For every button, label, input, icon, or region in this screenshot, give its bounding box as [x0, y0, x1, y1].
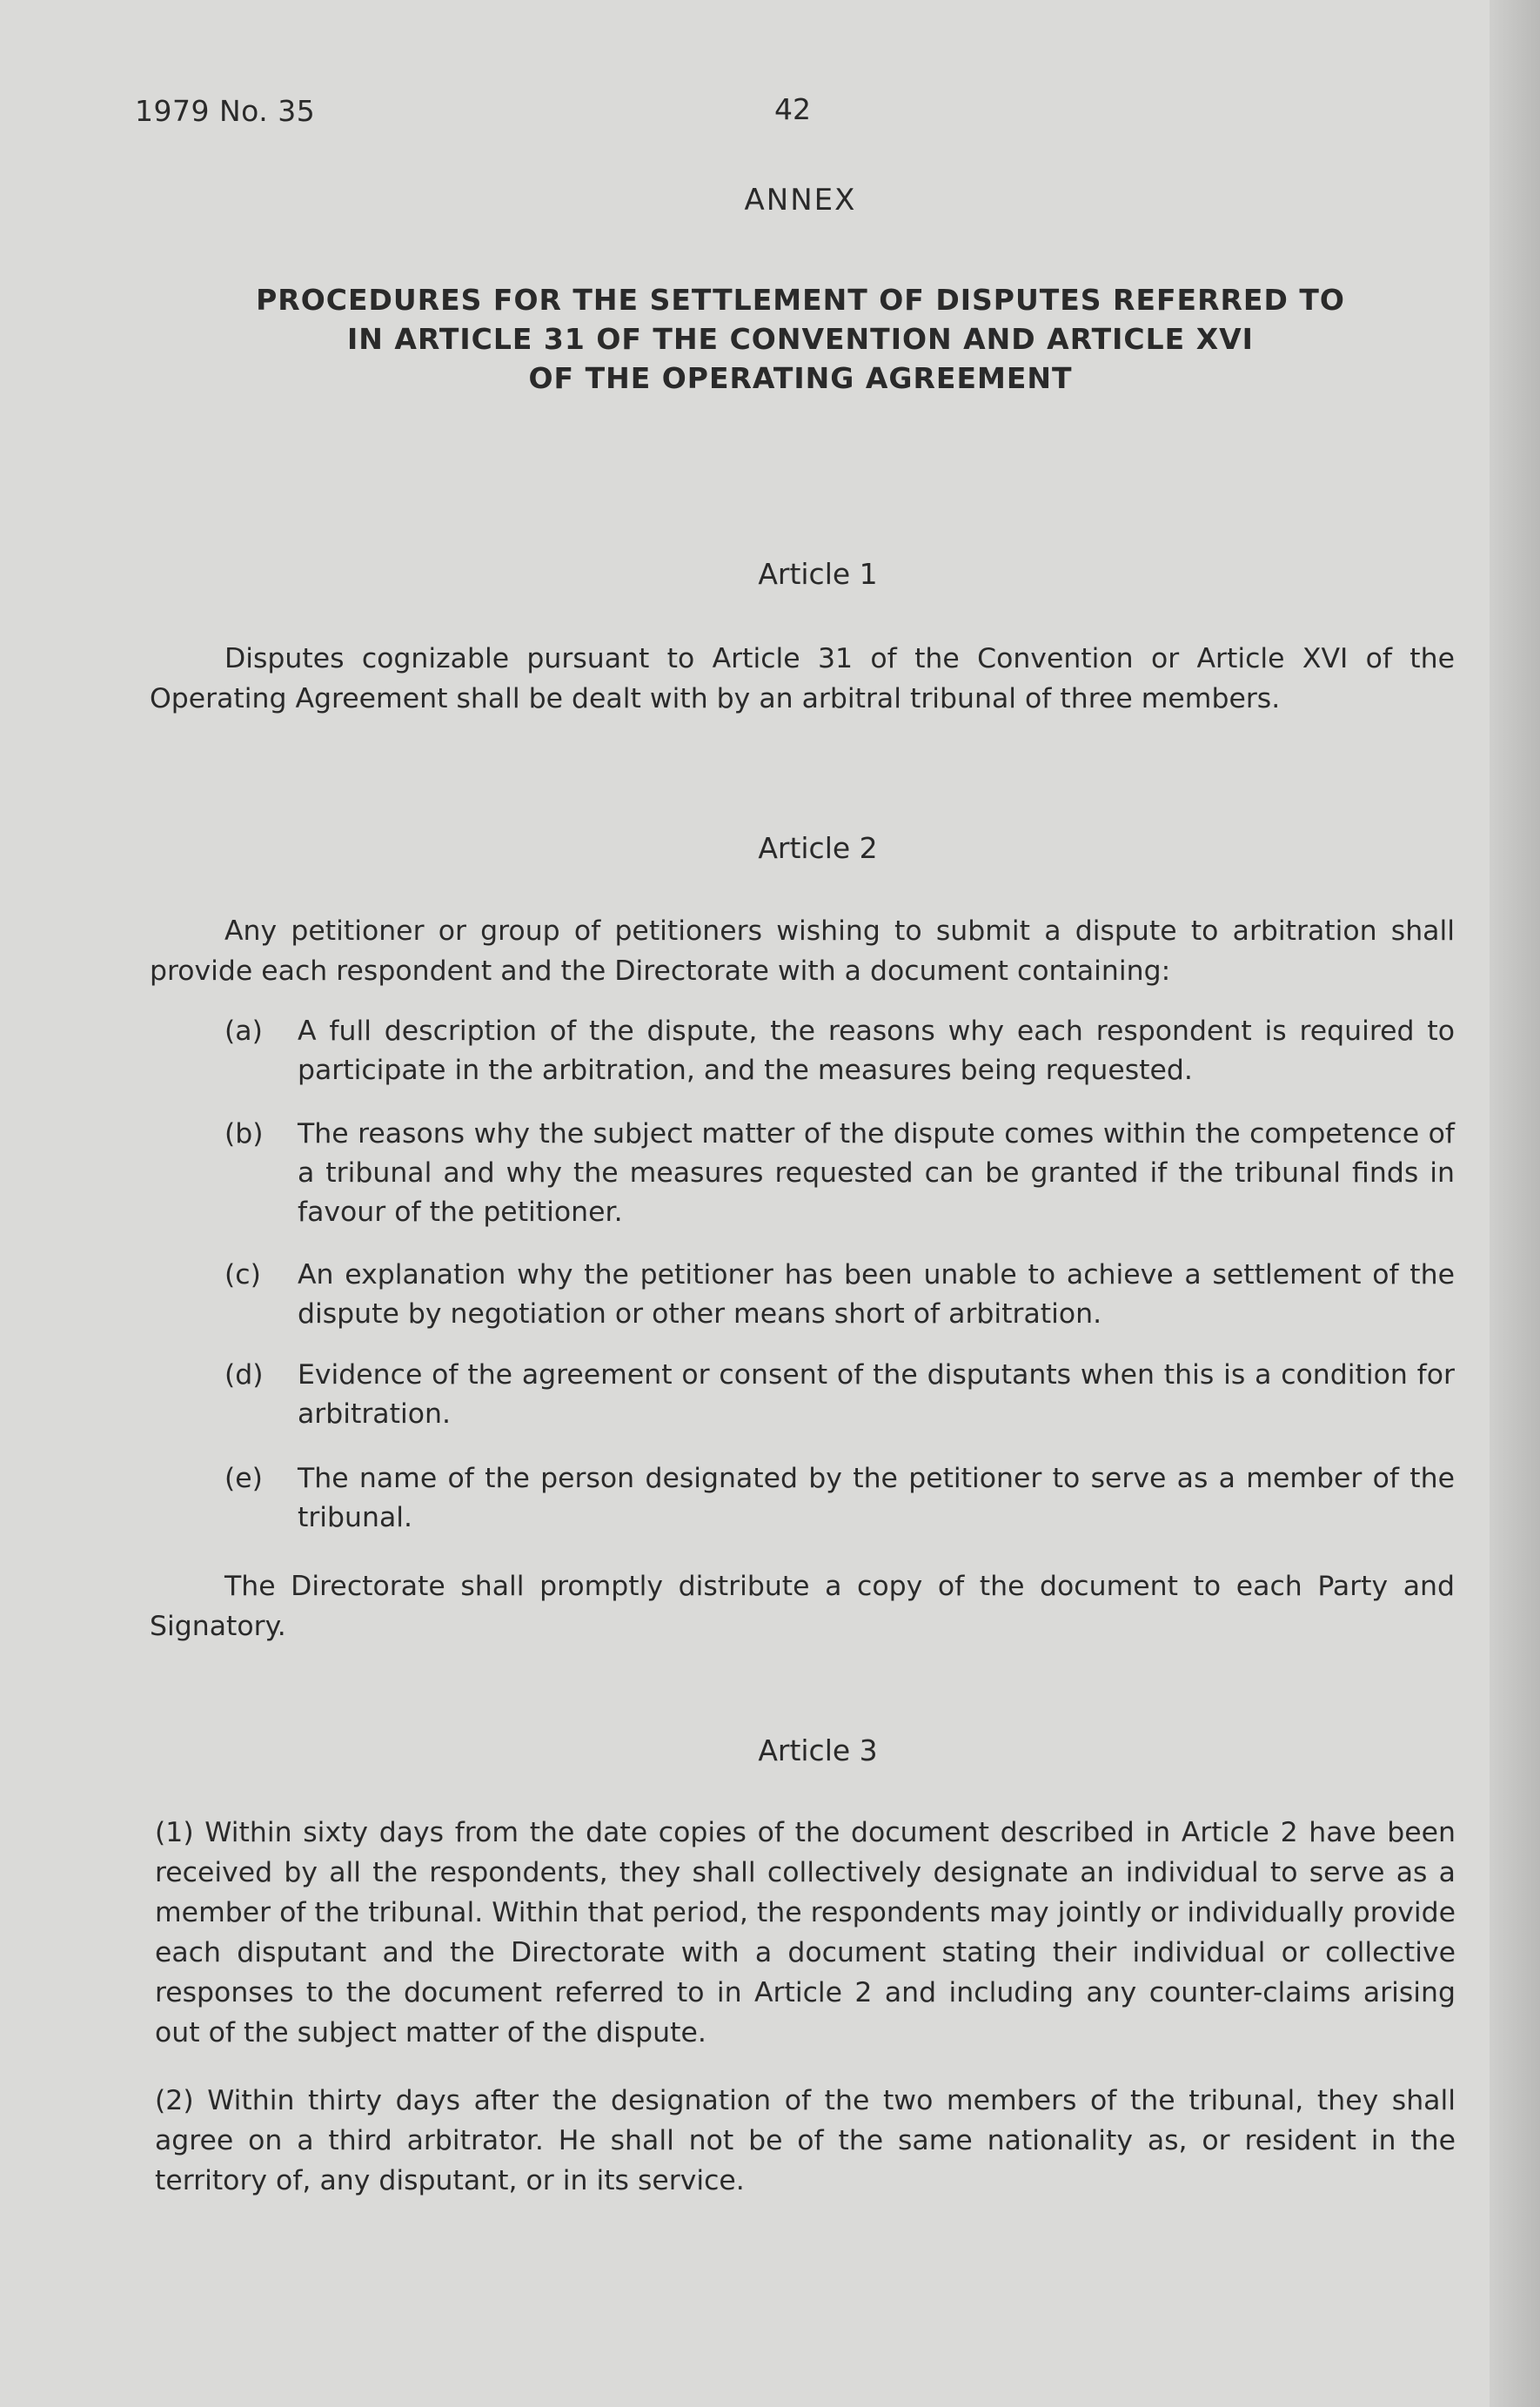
- list-item-text: An explanation why the petitioner has been unable to achieve a settlement of the dispute by negotiation or other means short of arbitration.: [298, 1259, 1455, 1330]
- title-line: OF THE OPERATING AGREEMENT: [528, 361, 1073, 395]
- annex-label: ANNEX: [744, 183, 857, 218]
- running-head: 1979 No. 35: [135, 94, 316, 128]
- list-item-text: Evidence of the agreement or consent of the disputants when this is a condition for arbitration.: [298, 1359, 1455, 1430]
- article-3-paragraph-1: (1) Within sixty days from the date copies of the document described in Article 2 have been received by all the respondents, they shall collectively designate an individual to serve as a member of the tribunal. Within that period, the respondents may jointly or individually provide each disputant and the Directorate with a document stating their individual or collective responses to the document referred to in Article 2 and including any counter-claims arising out of the subject matter of the dispute.: [155, 1817, 1456, 2048]
- list-item-text: A full description of the dispute, the reasons why each respondent is required to participate in the arbitration, and the measures being requested.: [298, 1016, 1455, 1086]
- list-item-text: The reasons why the subject matter of the dispute comes within the competence of a tribunal and why the measures requested can be granted if the tribunal finds in favour of the petitioner.: [298, 1118, 1455, 1228]
- paragraph: The Directorate shall promptly distribute a copy of the document to each Party and Signatory.: [150, 1571, 1455, 1642]
- list-item-text: The name of the person designated by the petitioner to serve as a member of the tribunal.: [298, 1463, 1455, 1533]
- article-3-heading: Article 3: [758, 1733, 878, 1767]
- article-1-heading: Article 1: [758, 557, 878, 591]
- article-1-text: [150, 639, 1455, 719]
- document-title: [0, 280, 1540, 398]
- article-2-closing: [150, 1566, 1455, 1646]
- list-item-label: (b): [224, 1118, 264, 1150]
- list-item-label: (d): [224, 1359, 264, 1391]
- list-item-label: (c): [224, 1259, 261, 1291]
- paragraph: Any petitioner or group of petitioners wishing to submit a dispute to arbitration shall provide each respondent and the Directorate with a document containing:: [150, 915, 1455, 987]
- page-number: 42: [774, 92, 811, 126]
- list-item-label: (a): [224, 1016, 263, 1047]
- title-line: IN ARTICLE 31 OF THE CONVENTION AND ARTICLE XVI: [347, 322, 1254, 356]
- article-2-heading: Article 2: [758, 831, 878, 865]
- paragraph: Disputes cognizable pursuant to Article 31 of the Convention or Article XVI of the Operating Agreement shall be dealt with by an arbitral tribunal of three members.: [150, 643, 1455, 714]
- title-line: PROCEDURES FOR THE SETTLEMENT OF DISPUTES REFERRED TO: [256, 283, 1345, 317]
- article-3-paragraph-2: (2) Within thirty days after the designation of the two members of the tribunal, they shall agree on a third arbitrator. He shall not be of the same nationality as, or resident in the territory of, any disputant, or in its service.: [155, 2085, 1456, 2196]
- list-item-label: (e): [224, 1463, 263, 1494]
- article-2-intro: [150, 911, 1455, 991]
